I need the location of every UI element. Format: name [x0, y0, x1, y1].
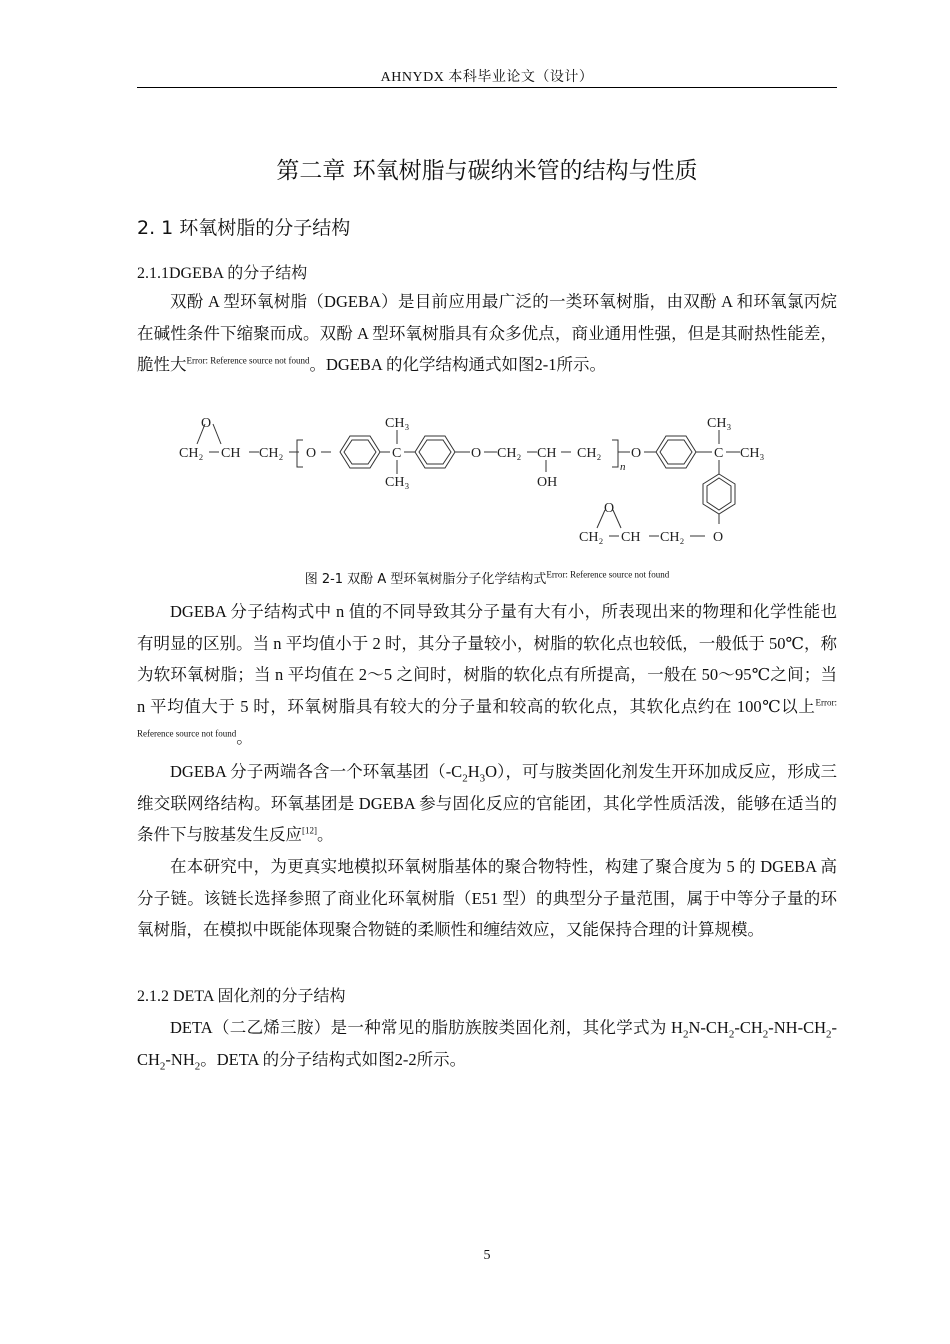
subscript: 2 — [194, 1059, 201, 1072]
text-run: 。DETA 的分子结构式如图2-2所示。 — [200, 1049, 467, 1069]
atom-label: CH — [537, 446, 557, 461]
atom-label: CH₂ — [579, 530, 604, 545]
text-run: H — [467, 762, 480, 781]
chapter-title: 第二章 环氧树脂与碳纳米管的结构与性质 — [276, 158, 698, 184]
dgeba-structure-figure — [175, 412, 785, 552]
atom-label: CH₃ — [385, 416, 410, 431]
text-run: -CH — [734, 1018, 763, 1037]
atom-label: O — [306, 446, 317, 461]
atom-label: CH₂ — [259, 446, 284, 461]
subscript-n: n — [620, 461, 626, 473]
atom-label: CH₂ — [497, 446, 522, 461]
section-heading-2-1: 2. 1 环氧树脂的分子结构 — [137, 217, 351, 239]
figure-caption — [137, 568, 837, 587]
text-run: 。 — [236, 728, 253, 747]
atom-label: CH₃ — [740, 446, 765, 461]
citation: [12] — [302, 825, 317, 836]
text-run: DETA（二乙烯三胺）是一种常见的脂肪族胺类固化剂，其化学式为 H — [170, 1018, 683, 1037]
paragraph-deta — [137, 1012, 837, 1075]
subscript: 2 — [462, 772, 468, 785]
citation: Error: Reference source not found — [546, 569, 670, 580]
header-rule — [137, 87, 837, 88]
text-run: N-CH — [688, 1018, 729, 1037]
subsection-heading-2-1-1: 2.1.1DGEBA 的分子结构 — [137, 265, 308, 282]
text-run: DGEBA 分子两端各含一个环氧基团（-C — [170, 762, 463, 781]
atom-label: CH — [621, 530, 641, 545]
caption-text: 图 2-1 双酚 A 型环氧树脂分子化学结构式 — [304, 572, 547, 587]
atom-label: O — [713, 530, 724, 545]
text-run: 。DGEBA 的化学结构通式如图2-1所示。 — [309, 355, 606, 374]
atom-label: CH — [221, 446, 241, 461]
text-run: O），可与胺类固化剂发生开环加成反应，形成三维交联网络结构。环氧基团是 DGEBA 参与固化反应的官能团，其化学性质活泼，能够在适当的条件下与胺基发生反应 — [137, 762, 838, 844]
citation: Error: Reference source not found — [137, 697, 837, 739]
atom-label: O — [604, 501, 615, 516]
paragraph-epoxy-group — [137, 756, 837, 851]
atom-label: CH₃ — [707, 416, 732, 431]
subscript: 2 — [159, 1059, 166, 1072]
text-run: -NH-CH — [768, 1018, 826, 1037]
running-header: AHNYDX 本科毕业论文（设计） — [380, 70, 594, 85]
text-run: -CH — [137, 1018, 837, 1069]
atom-label: OH — [537, 475, 558, 490]
subscript: 2 — [762, 1028, 769, 1041]
atom-label: CH₂ — [660, 530, 685, 545]
subscript: 2 — [682, 1028, 689, 1041]
text-run: -NH — [165, 1049, 195, 1069]
paragraph-n-value — [137, 596, 837, 754]
text-run: 。 — [317, 825, 334, 844]
paragraph-polymerization: 在本研究中，为更真实地模拟环氧树脂基体的聚合物特性，构建了聚合度为 5 的 DGEBA 高分子链。该链长选择参照了商业化环氧树脂（E51 型）的典型分子量范围，属于中等分子量的环氧树脂，在模拟中既能体现聚合物链的柔顺性和缠结效应，又能保持合理的计算规模。 — [137, 857, 837, 939]
citation: Error: Reference source not found — [186, 355, 310, 366]
paragraph-dgeba-intro — [137, 286, 837, 381]
text-run: 双酚 A 型环氧树脂（DGEBA）是目前应用最广泛的一类环氧树脂，由双酚 A 和环氧氯丙烷在碱性条件下缩聚而成。双酚 A 型环氧树脂具有众多优点，商业通用性强，但是其耐热性能差，脆性大 — [137, 292, 837, 374]
atom-label: O — [631, 446, 642, 461]
atom-label: C — [392, 446, 402, 461]
atom-label: O — [471, 446, 482, 461]
text-run: DGEBA 分子结构式中 n 值的不同导致其分子量有大有小，所表现出来的物理和化学性能也有明显的区别。当 n 平均值小于 2 时，其分子量较小，树脂的软化点也较低，一般低于 50℃，称为软环氧树脂；当 n 平均值在 2～5 之间时，树脂的软化点有所提高，一般在 50～95℃之间；当 n 平均值大于 5 时，环氧树脂具有较大的分子量和较高的软化点，其软化点约在 100℃以上 — [137, 602, 837, 716]
page-number: 5 — [483, 1248, 491, 1263]
atom-label: CH₂ — [577, 446, 602, 461]
subsection-heading-2-1-2: 2.1.2 DETA 固化剂的分子结构 — [137, 988, 346, 1005]
atom-label: C — [714, 446, 724, 461]
atom-label: O — [201, 416, 212, 431]
subscript: 2 — [728, 1028, 735, 1041]
atom-label: CH₂ — [179, 446, 204, 461]
subscript: 3 — [479, 772, 486, 785]
atom-label: CH₃ — [385, 475, 410, 490]
subscript: 2 — [826, 1028, 832, 1041]
